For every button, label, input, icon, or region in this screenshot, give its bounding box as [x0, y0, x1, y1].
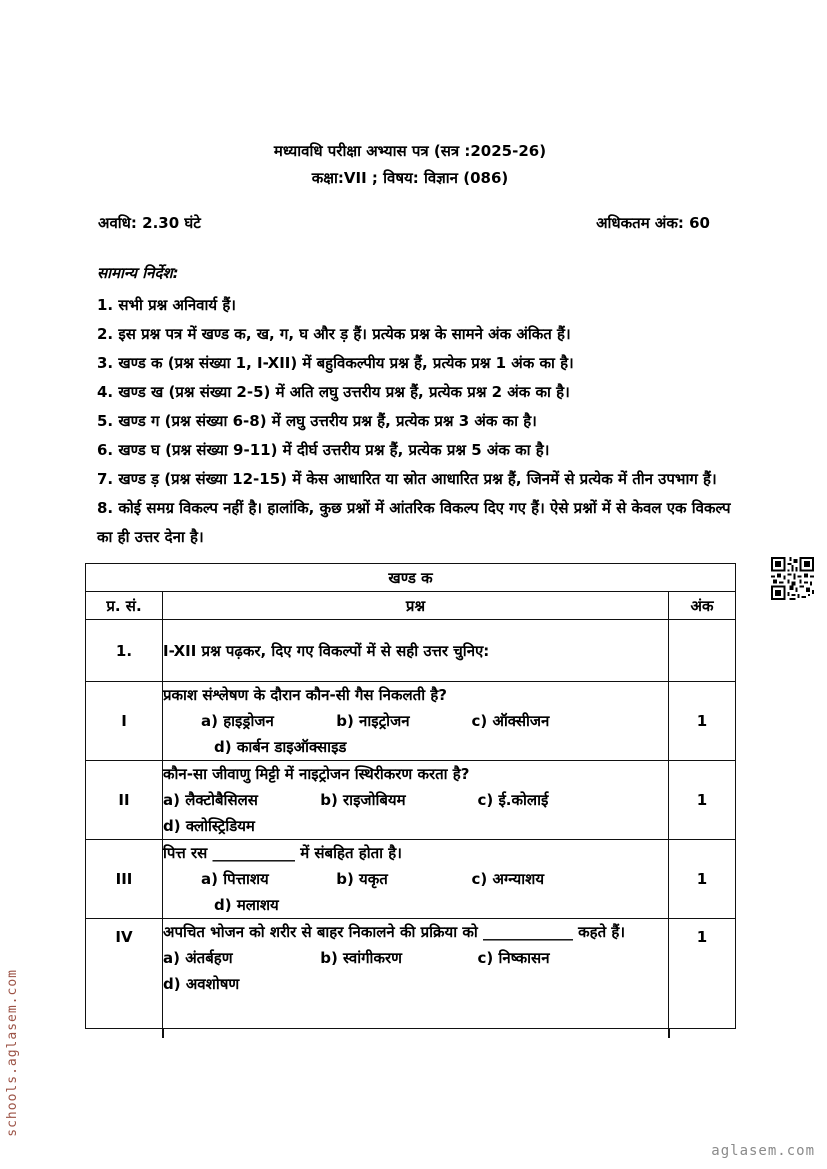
instruction-item-8: 8. कोई समग्र विकल्प नहीं है। हालांकि, कुछ प्रश्नों में आंतरिक विकल्प दिए गए हैं। ऐसे प्रश्नों में से केवल एक विकल्प का ही उत्तर देना है। — [97, 499, 731, 546]
table-row — [86, 620, 736, 682]
instruction-item-2: 2. इस प्रश्न पत्र में खण्ड क, ख, ग, घ और ड़ हैं। प्रत्येक प्रश्न के सामने अंक अंकित हैं। — [97, 325, 571, 343]
table-row — [86, 840, 736, 919]
column-header-marks: अंक — [669, 592, 736, 620]
question-cell — [163, 761, 669, 840]
option-d: d) मलाशय — [214, 896, 279, 914]
question-number: III — [86, 840, 163, 919]
table-row — [86, 761, 736, 840]
question-number: II — [86, 761, 163, 840]
options-line — [163, 866, 668, 892]
instruction-item-1: 1. सभी प्रश्न अनिवार्य हैं। — [97, 296, 236, 314]
marks-value: 1 — [669, 840, 736, 919]
question-number: I — [86, 682, 163, 761]
question-table — [85, 563, 736, 1029]
section-title: खण्ड क — [86, 564, 736, 592]
marks-value: 1 — [669, 919, 736, 1029]
option-b: b) स्वांगीकरण — [320, 949, 402, 967]
options-line — [163, 708, 668, 734]
table-border-stub — [668, 1029, 670, 1038]
table-border-stub — [162, 1029, 164, 1038]
question-text: I-XII प्रश्न पढ़कर, दिए गए विकल्पों में से सही उत्तर चुनिए: — [163, 620, 669, 682]
question-table-wrap — [85, 563, 735, 1029]
instructions-list — [85, 291, 735, 552]
question-cell — [163, 682, 669, 761]
question-text: कौन-सा जीवाणु मिट्टी में नाइट्रोजन स्थिरीकरण करता है? — [163, 765, 470, 783]
instructions-heading: सामान्य निर्देश: — [97, 264, 179, 282]
option-c: c) निष्कासन — [477, 949, 550, 967]
qr-code — [771, 557, 814, 600]
max-marks-label: अधिकतम अंक: 60 — [596, 214, 710, 232]
option-b: b) यकृत — [336, 870, 388, 888]
question-number: 1. — [86, 620, 163, 682]
instruction-item-5: 5. खण्ड ग (प्रश्न संख्या 6-8) में लघु उत्तरीय प्रश्न हैं, प्रत्येक प्रश्न 3 अंक का है। — [97, 412, 537, 430]
question-cell — [163, 840, 669, 919]
marks-value — [669, 620, 736, 682]
option-a: a) पित्ताशय — [201, 870, 269, 888]
option-a: a) लैक्टोबैसिलस — [163, 791, 258, 809]
instruction-item-7: 7. खण्ड ड़ (प्रश्न संख्या 12-15) में केस आधारित या स्रोत आधारित प्रश्न हैं, जिनमें से प्रत्येक में तीन उपभाग हैं। — [97, 470, 717, 488]
column-header-sno: प्र. सं. — [86, 592, 163, 620]
option-c: c) ई.कोलाई — [477, 791, 549, 809]
watermark-left: schools.aglasem.com — [5, 969, 20, 1137]
paper-title-line2: कक्षा:VII ; विषय: विज्ञान (086) — [311, 169, 509, 187]
question-text: अपचित भोजन को शरीर से बाहर निकालने की प्रक्रिया को ____________ कहते हैं। — [163, 923, 626, 941]
instruction-item-3: 3. खण्ड क (प्रश्न संख्या 1, I-XII) में बहुविकल्पीय प्रश्न हैं, प्रत्येक प्रश्न 1 अंक का है। — [97, 354, 574, 372]
option-d: d) कार्बन डाइऑक्साइड — [214, 738, 347, 756]
option-c: c) ऑक्सीजन — [471, 712, 550, 730]
instruction-item-6: 6. खण्ड घ (प्रश्न संख्या 9-11) में दीर्घ उत्तरीय प्रश्न हैं, प्रत्येक प्रश्न 5 अंक का है। — [97, 441, 550, 459]
question-number: IV — [86, 919, 163, 1029]
option-d: d) क्लोस्ट्रिडियम — [163, 817, 255, 835]
table-row — [86, 919, 736, 1029]
marks-value: 1 — [669, 761, 736, 840]
question-text: पित्त रस ___________ में संबहित होता है। — [163, 844, 402, 862]
options-line — [163, 945, 668, 971]
instruction-item-4: 4. खण्ड ख (प्रश्न संख्या 2-5) में अति लघु उत्तरीय प्रश्न हैं, प्रत्येक प्रश्न 2 अंक का है। — [97, 383, 570, 401]
option-b: b) नाइट्रोजन — [336, 712, 410, 730]
options-line — [163, 787, 668, 813]
column-header-question: प्रश्न — [163, 592, 669, 620]
option-a: a) हाइड्रोजन — [201, 712, 274, 730]
paper-title-line1: मध्यावधि परीक्षा अभ्यास पत्र (सत्र :2025-26) — [273, 142, 547, 160]
option-a: a) अंतर्बहण — [163, 949, 233, 967]
duration-label: अवधि: 2.30 घंटे — [98, 214, 201, 232]
paper-meta-row — [85, 213, 735, 233]
question-cell — [163, 919, 669, 1029]
question-text: प्रकाश संश्लेषण के दौरान कौन-सी गैस निकलती है? — [163, 686, 447, 704]
exam-paper — [85, 138, 735, 1029]
option-b: b) राइजोबियम — [320, 791, 406, 809]
table-row — [86, 682, 736, 761]
watermark-bottom-right: aglasem.com — [711, 1143, 815, 1159]
marks-value: 1 — [669, 682, 736, 761]
option-c: c) अग्न्याशय — [471, 870, 545, 888]
option-d: d) अवशोषण — [163, 975, 240, 993]
